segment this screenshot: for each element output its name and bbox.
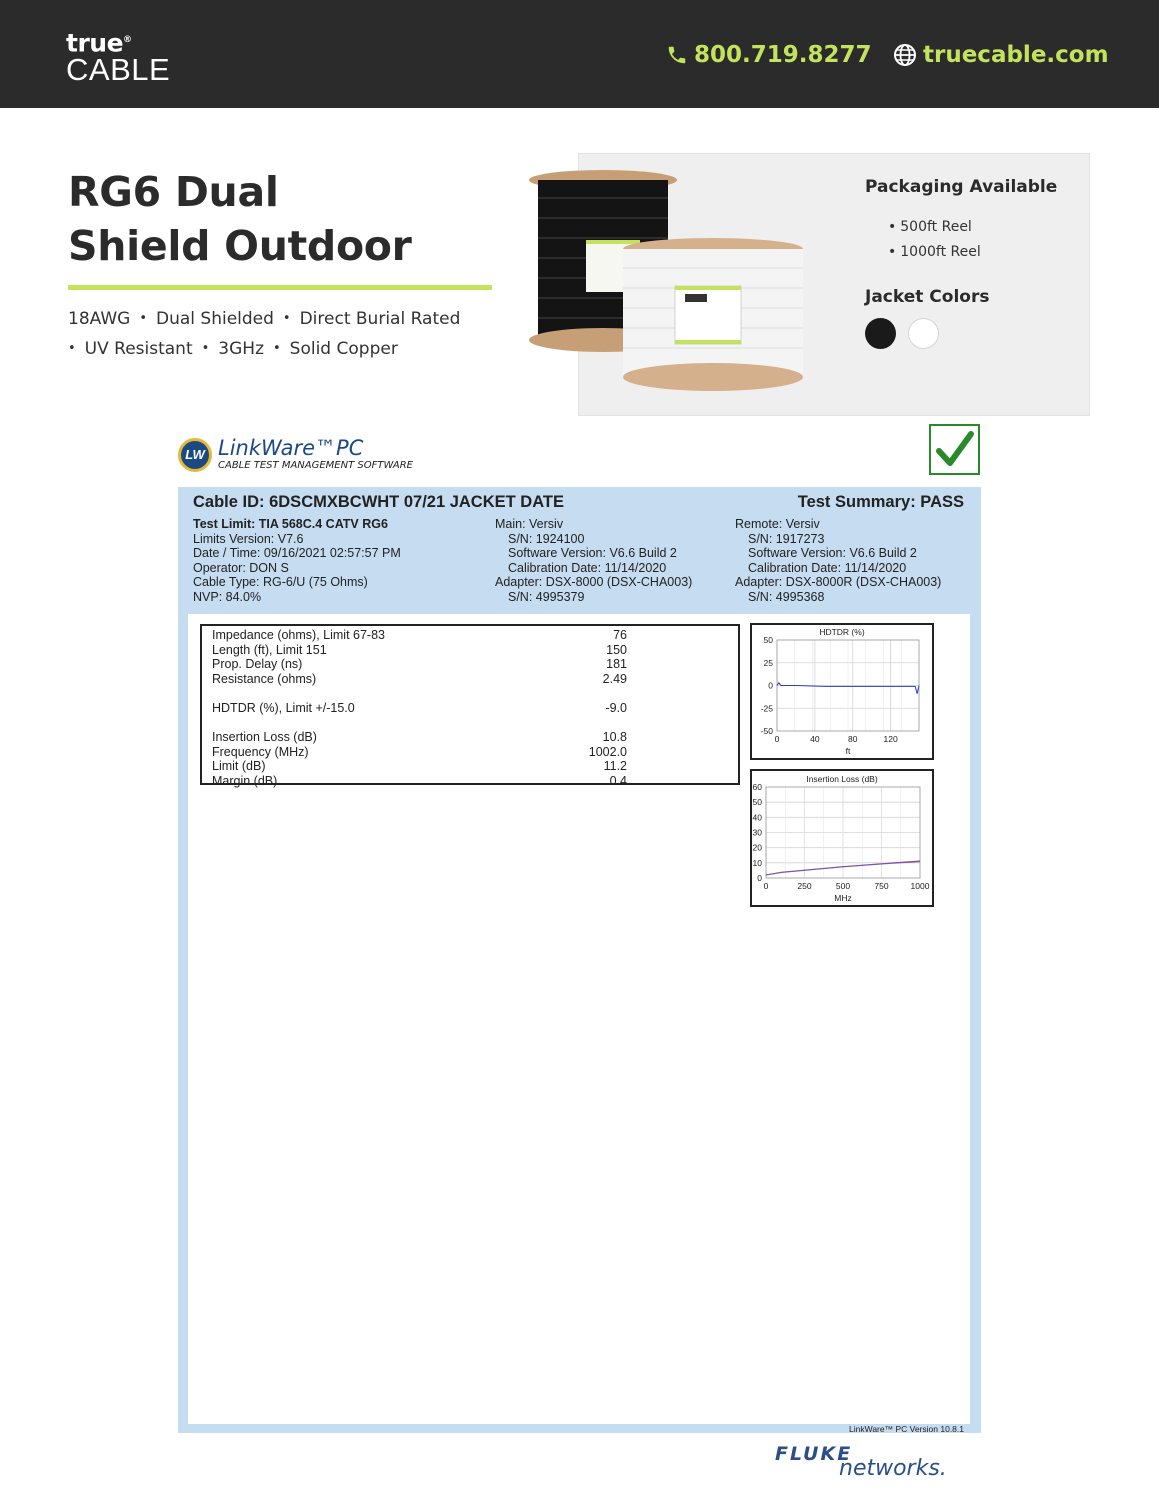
y-tick-label: 50	[763, 635, 773, 645]
cable-reels-image	[528, 168, 808, 396]
globe-icon	[893, 43, 917, 67]
linkware-logo	[178, 437, 413, 472]
pass-checkbox	[929, 424, 980, 475]
result-value: 2.49	[602, 671, 627, 686]
main-unit: Main: Versiv	[495, 517, 564, 531]
main-adapter-serial: S/N: 4995379	[508, 589, 585, 604]
feature-row-1: 18AWG • Dual Shielded • Direct Burial Rated	[68, 309, 461, 329]
x-tick-label: 0	[763, 881, 769, 891]
jacket-swatch-white[interactable]	[908, 318, 939, 349]
result-value: 181	[606, 657, 627, 672]
remote-serial: S/N: 1917273	[748, 531, 825, 546]
accent-divider	[68, 285, 492, 290]
report-body	[188, 614, 970, 1424]
hdtdr-chart	[752, 625, 932, 758]
linkware-badge-icon: LW	[178, 438, 212, 472]
remote-software: Software Version: V6.6 Build 2	[748, 546, 917, 561]
main-software: Software Version: V6.6 Build 2	[508, 546, 677, 561]
x-axis-label: ft	[845, 746, 851, 756]
result-label: Resistance (ohms)	[212, 671, 317, 686]
remote-unit-column	[735, 517, 941, 605]
insertion-loss-chart	[752, 771, 932, 905]
result-label: Prop. Delay (ns)	[212, 657, 303, 672]
feature-item: Direct Burial Rated	[299, 309, 461, 329]
remote-calibration: Calibration Date: 11/14/2020	[748, 560, 907, 575]
main-adapter: Adapter: DSX-8000 (DSX-CHA003)	[495, 575, 693, 590]
y-tick-label: 40	[752, 812, 762, 823]
y-tick-label: 10	[752, 857, 762, 868]
feature-item: 18AWG	[68, 309, 131, 329]
hdtdr-graph	[750, 623, 934, 760]
jacket-colors-title: Jacket Colors	[865, 287, 990, 307]
feature-item: Solid Copper	[289, 339, 398, 359]
phone-link[interactable]	[666, 42, 872, 68]
y-tick-label: 20	[752, 842, 762, 853]
title-line-2: Shield Outdoor	[68, 222, 412, 270]
main-serial: S/N: 1924100	[508, 531, 585, 546]
test-info-column	[193, 517, 401, 605]
result-value: 76	[613, 628, 627, 642]
test-summary: Test Summary: PASS	[797, 493, 964, 511]
x-tick-label: 1000	[910, 881, 930, 891]
result-value: 1002.0	[588, 744, 627, 759]
result-label: HDTDR (%), Limit +/-15.0	[212, 701, 355, 715]
y-tick-label: -25	[760, 703, 773, 714]
chart-title: Insertion Loss (dB)	[806, 774, 878, 784]
y-tick-label: -50	[760, 726, 773, 736]
result-label: Length (ft), Limit 151	[212, 642, 327, 657]
x-tick-label: 120	[883, 734, 898, 744]
website-link[interactable]	[893, 42, 1109, 68]
fluke-logo-line-1: FLUKE	[775, 1443, 853, 1465]
main-calibration: Calibration Date: 11/14/2020	[508, 560, 667, 575]
product-title	[68, 165, 412, 273]
x-axis-label: MHz	[834, 893, 852, 903]
y-tick-label: 30	[752, 827, 762, 838]
header-bar	[0, 0, 1159, 108]
checkmark-icon	[931, 426, 978, 473]
nvp: NVP: 84.0%	[193, 589, 262, 604]
result-value: 11.2	[603, 759, 627, 774]
y-tick-label: 0	[768, 680, 773, 691]
remote-unit: Remote: Versiv	[735, 517, 820, 531]
result-label: Insertion Loss (dB)	[212, 730, 317, 745]
fluke-networks-logo	[775, 1444, 947, 1480]
jacket-swatch-black[interactable]	[865, 318, 896, 349]
result-value: 10.8	[602, 730, 627, 745]
insertion-loss-graph	[750, 769, 934, 907]
feature-item: 3GHz	[218, 339, 264, 359]
phone-icon	[666, 44, 688, 66]
result-label: Frequency (MHz)	[212, 744, 309, 759]
result-value: -9.0	[605, 701, 627, 715]
result-value: 0.4	[609, 774, 627, 788]
phone-number: 800.719.8277	[694, 42, 872, 68]
y-tick-label: 60	[752, 782, 762, 792]
chart-title: HDTDR (%)	[819, 627, 865, 637]
result-label: Limit (dB)	[212, 759, 266, 774]
x-tick-label: 250	[797, 881, 812, 891]
feature-item: Dual Shielded	[156, 309, 274, 329]
fluke-logo-line-2: networks.	[839, 1456, 947, 1481]
y-tick-label: 0	[757, 873, 762, 883]
y-tick-label: 25	[763, 657, 773, 668]
x-tick-label: 40	[810, 734, 820, 744]
feature-item: UV Resistant	[84, 339, 193, 359]
linkware-version: LinkWare™ PC Version 10.8.1	[849, 1424, 964, 1434]
date-time: Date / Time: 09/16/2021 02:57:57 PM	[193, 546, 401, 561]
feature-row-2: • UV Resistant • 3GHz • Solid Copper	[68, 339, 398, 359]
result-value: 150	[606, 642, 627, 657]
result-label: Impedance (ohms), Limit 67-83	[212, 628, 385, 642]
packaging-option: • 500ft Reel	[888, 215, 981, 240]
cable-type: Cable Type: RG-6/U (75 Ohms)	[193, 575, 368, 590]
packaging-option: • 1000ft Reel	[888, 240, 981, 265]
cable-id: Cable ID: 6DSCMXBCWHT 07/21 JACKET DATE	[193, 493, 565, 511]
x-tick-label: 80	[847, 734, 858, 744]
linkware-name: LinkWare™PC	[218, 436, 364, 460]
x-tick-label: 500	[835, 881, 851, 891]
logo-bottom-text: CABLE	[66, 52, 171, 88]
logo-top-text: true	[66, 28, 124, 58]
limits-version: Limits Version: V7.6	[193, 531, 304, 546]
test-limit: Test Limit: TIA 568C.4 CATV RG6	[193, 517, 388, 531]
x-tick-label: 0	[774, 734, 780, 744]
packaging-title: Packaging Available	[865, 177, 1058, 197]
linkware-subtitle: CABLE TEST MANAGEMENT SOFTWARE	[218, 460, 413, 471]
remote-adapter-serial: S/N: 4995368	[748, 589, 825, 604]
results-table	[200, 624, 740, 788]
feature-list	[68, 305, 508, 365]
main-unit-column	[495, 517, 692, 605]
packaging-options	[888, 215, 981, 265]
title-line-1: RG6 Dual	[68, 168, 279, 216]
x-tick-label: 750	[874, 881, 889, 891]
test-report	[178, 487, 981, 1433]
result-label: Margin (dB)	[212, 774, 278, 788]
website-url: truecable.com	[923, 42, 1109, 68]
truecable-logo[interactable]: true® CABLE	[66, 28, 171, 88]
operator: Operator: DON S	[193, 560, 289, 575]
remote-adapter: Adapter: DSX-8000R (DSX-CHA003)	[735, 575, 942, 590]
y-tick-label: 50	[752, 797, 762, 808]
